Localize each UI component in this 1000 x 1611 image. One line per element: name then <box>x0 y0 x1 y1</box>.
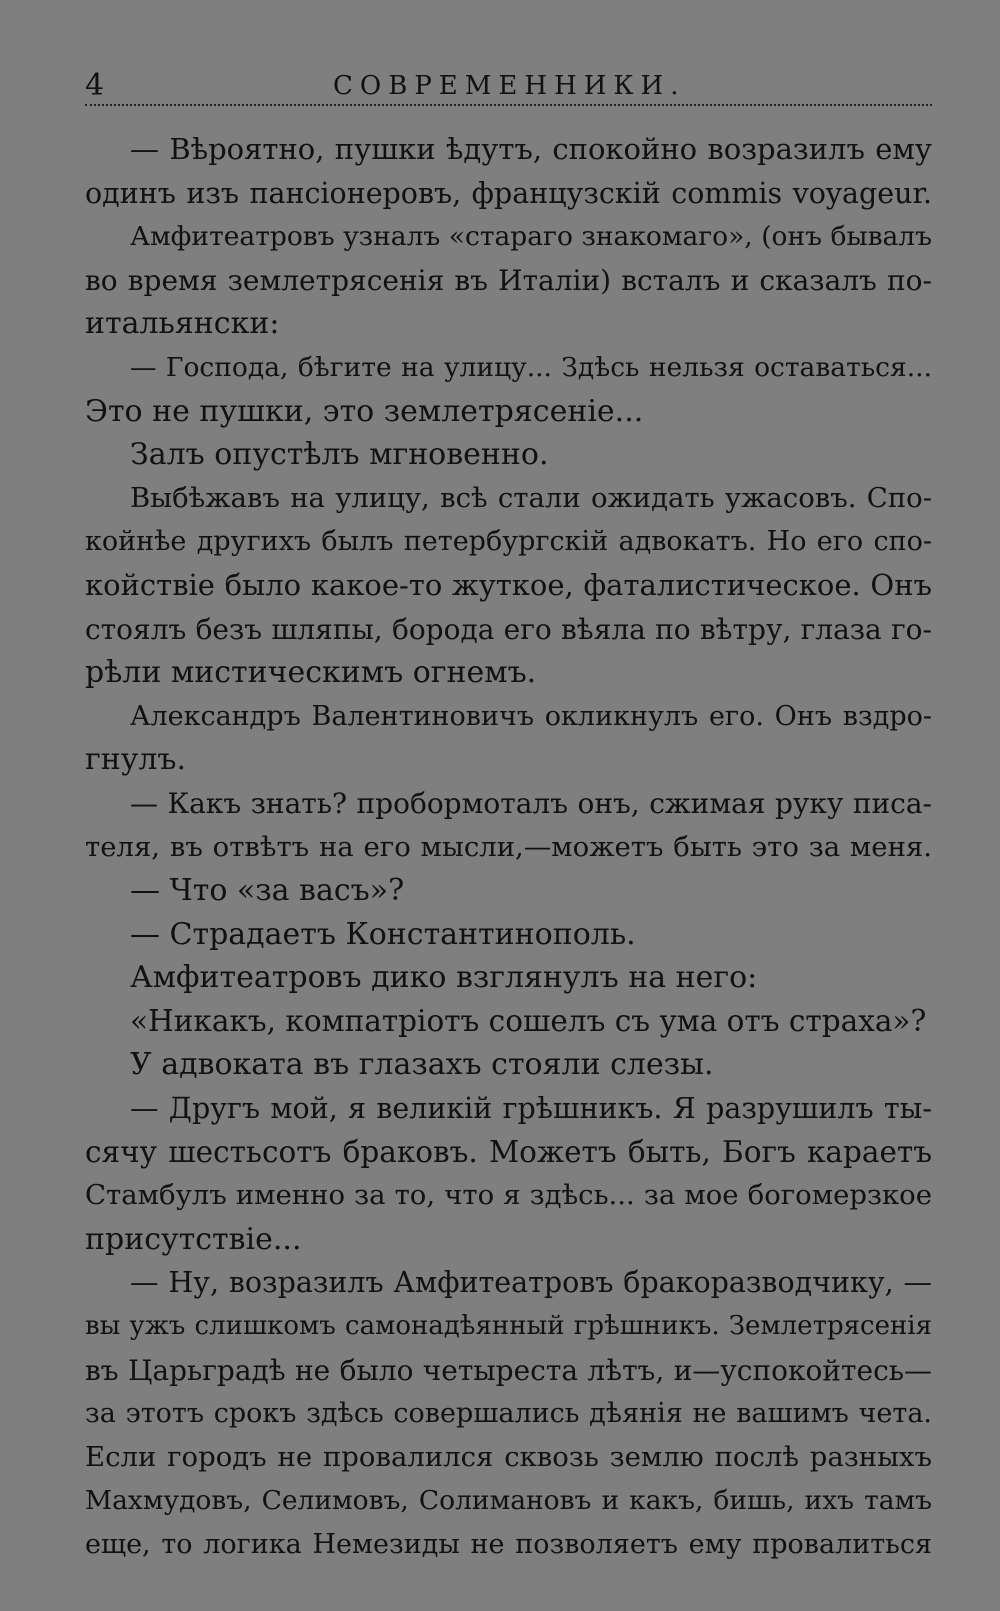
text-line: — Что «за васъ»? <box>130 873 405 909</box>
text-line: присутствіе... <box>85 1221 302 1257</box>
text-line: Амфитеатровъ узналъ «стараго знакомаго», (онъ бывалъ <box>130 221 932 253</box>
text-line: гнулъ. <box>85 742 187 778</box>
page-number: 4 <box>85 68 105 103</box>
text-line: койнѣе другихъ былъ петербургскій адвокатъ. Но его спо- <box>85 526 932 558</box>
text-line: Это не пушки, это землетрясеніе... <box>85 393 644 429</box>
text-line: койствіе было какое-то жуткое, фаталистическое. Онъ <box>85 567 932 602</box>
text-line: рѣли мистическимъ огнемъ. <box>85 655 537 691</box>
text-line: за этотъ срокъ здѣсь совершались дѣянія не вашимъ чета. <box>85 1398 932 1430</box>
text-line: — Господа, бѣгите на улицу... Здѣсь нельзя оставаться... <box>130 351 932 383</box>
text-line: теля, въ отвѣтъ на его мысли,—можетъ быть это за меня. <box>85 830 932 863</box>
text-line: — Другъ мой, я великій грѣшникъ. Я разрушилъ ты- <box>130 1092 932 1126</box>
running-header <box>85 66 932 106</box>
text-line: У адвоката въ глазахъ стояли слезы. <box>130 1047 714 1083</box>
text-line: Александръ Валентиновичъ окликнулъ его. Онъ вздро- <box>130 700 932 732</box>
text-line: — Вѣроятно, пушки ѣдутъ, спокойно возразилъ ему <box>130 132 932 166</box>
text-line: — Какъ знать? пробормоталъ онъ, сжимая руку писа- <box>130 786 932 820</box>
text-line: Залъ опустѣлъ мгновенно. <box>130 437 549 473</box>
body-text <box>85 128 932 1567</box>
text-line: — Ну, возразилъ Амфитеатровъ бракоразводчику, — <box>130 1266 932 1300</box>
text-line: Стамбулъ именно за то, что я здѣсь... за мое богомерзкое <box>85 1179 932 1212</box>
text-line: «Никакъ, компатріотъ сошелъ съ ума отъ страха»? <box>130 1003 927 1038</box>
text-line: Амфитеатровъ дико взглянулъ на него: <box>130 960 758 996</box>
text-line: Если городъ не провалился сквозь землю послѣ разныхъ <box>85 1440 932 1473</box>
text-line: Выбѣжавъ на улицу, всѣ стали ожидать ужасовъ. Спо- <box>130 481 932 514</box>
text-line: — Страдаетъ Константинополь. <box>130 916 636 952</box>
header-rule <box>85 104 932 106</box>
text-line: сячу шестьсотъ браковъ. Можетъ быть, Богъ караетъ <box>85 1134 932 1169</box>
text-line: Махмудовъ, Селимовъ, Солимановъ и какъ, бишь, ихъ тамъ <box>85 1485 932 1517</box>
text-line: еще, то логика Немезиды не позволяетъ ему провалиться <box>85 1529 932 1560</box>
text-line: вы ужъ слишкомъ самонадѣянный грѣшникъ. Землетрясенія <box>85 1311 932 1342</box>
text-line: итальянски: <box>85 306 280 342</box>
text-line: стоялъ безъ шляпы, борода его вѣяла по вѣтру, глаза го- <box>85 612 932 646</box>
text-line: одинъ изъ пансіонеровъ, французскій commis voyageur. <box>85 176 932 210</box>
text-line: во время землетрясенія въ Италіи) всталъ и сказалъ по- <box>85 263 932 297</box>
text-line: въ Царьградѣ не было четыреста лѣтъ, и—успокойтесь— <box>85 1353 932 1387</box>
running-title: СОВРЕМЕННИКИ. <box>333 71 686 101</box>
